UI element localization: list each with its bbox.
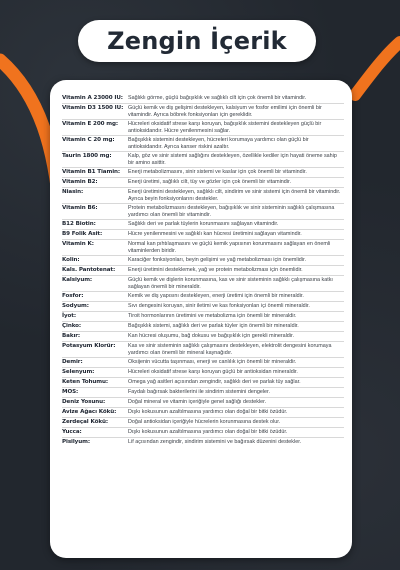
ingredient-description: Oksijenin vücutta taşınması, enerji ve canlılık için önemli bir mineraldir.: [128, 359, 297, 365]
ingredient-name: Taurin 1800 mg:: [62, 153, 112, 159]
ingredient-description: Sıvı dengesini koruyan, sinir iletimi ve kas fonksiyonları içi önemli mineraldir.: [128, 303, 310, 309]
ingredient-description: Protein metabolizmasını destekleyen, bağışıklık ve sinir sisteminin sağlıklı çalışmasına yardımcı olan önemli bir vitamindir.: [128, 205, 335, 219]
ingredient-name: Potasyum Klorür:: [62, 343, 116, 349]
ingredient-row: [62, 204, 344, 220]
ingredient-row: [62, 368, 344, 378]
ingredient-name: Vitamin E 200 mg:: [62, 121, 119, 127]
ingredient-description: Kemik ve diş yapısını destekleyen, enerji üretimi için önemli bir mineraldir.: [128, 293, 304, 299]
ingredient-row: [62, 188, 344, 204]
ingredient-description: Doğal mineral ve vitamin içeriğiyle genel sağlığı destekler.: [128, 399, 267, 405]
ingredient-description: Hücreleri oksidatif strese karşı koruyan, bağışıklık sistemini destekleyen güçlü bir antioksidandır. Hücre yenilenmesini sağlar.: [128, 121, 322, 135]
ingredient-row: [62, 104, 344, 120]
ingredient-description: Güçlü kemik ve diş gelişimi destekleyen, kalsiyum ve fosfor emilimi için önemli bir vitamindir. Ayrıca böbrek fonksiyonları için gereklidir.: [128, 105, 322, 119]
ingredient-row: [62, 178, 344, 188]
ingredient-row: [62, 438, 344, 448]
ingredient-description: Kalp, göz ve sinir sistemi sağlığını destekleyen, özellikle kediler için hayati öneme sahip bir amino asittir.: [128, 153, 337, 167]
ingredient-name: Deniz Yosunu:: [62, 399, 106, 405]
ingredient-row: [62, 388, 344, 398]
ingredient-name: Vitamin B1 Tiamin:: [62, 169, 121, 175]
ingredient-name: Çinko:: [62, 323, 82, 329]
ingredient-description: Doğal antioksidan içeriğiyle hücrelerin korunmasına destek olur.: [128, 419, 281, 425]
ingredient-description: Tiroit hormonlarının üretimini ve metabolizma için önemli bir mineraldir.: [128, 313, 297, 319]
ingredient-name: Sodyum:: [62, 303, 89, 309]
ingredient-name: Zerdeçal Kökü:: [62, 419, 108, 425]
ingredient-row: [62, 398, 344, 408]
ingredient-name: İyot:: [62, 313, 76, 319]
ingredient-description: Enerji üretimini desteklemek, yağ ve protein metabolizması için önemlidir.: [128, 267, 303, 273]
ingredient-description: Enerji üretimi, sağlıklı cilt, tüy ve gözler için çok önemli bir vitamindir.: [128, 179, 291, 185]
ingredient-name: Yucca:: [62, 429, 82, 435]
ingredient-row: [62, 256, 344, 266]
ingredient-description: Normal kan pıhtılaşmasını ve güçlü kemik yapısının korunmasını sağlayan en önemli vitaminlerden biridir.: [128, 241, 331, 255]
ingredient-row: [62, 418, 344, 428]
ingredient-name: Bakır:: [62, 333, 81, 339]
page-title: Zengin İçerik: [107, 27, 287, 55]
ingredient-row: [62, 266, 344, 276]
ingredient-name: Fosfor:: [62, 293, 84, 299]
ingredient-row: [62, 378, 344, 388]
ingredient-name: MOS:: [62, 389, 79, 395]
ingredient-description: Güçlü kemik ve dişlerin korunmasına, kas ve sinir sisteminin sağlıklı çalışmasına katkı sağlayan önemli bir mineraldir.: [128, 277, 333, 291]
ingredient-row: [62, 358, 344, 368]
ingredient-name: B9 Folik Asit:: [62, 231, 103, 237]
ingredient-row: [62, 168, 344, 178]
ingredient-description: Hücre yenilenmesini ve sağlıklı kan hücresi üretimini sağlayan vitamindir.: [128, 231, 302, 237]
ingredient-row: [62, 428, 344, 438]
ingredient-name: Kalsiyum:: [62, 277, 93, 283]
ingredient-name: Vitamin A 23000 IU:: [62, 95, 123, 101]
ingredient-row: [62, 220, 344, 230]
ingredient-name: Kolin:: [62, 257, 80, 263]
ingredient-row: [62, 292, 344, 302]
ingredient-description: Dışkı kokusunun azaltılmasına yardımcı olan doğal bir bitki özüdür.: [128, 409, 288, 415]
ingredient-row: [62, 152, 344, 168]
ingredient-description: Karaciğer fonksiyonları, beyin gelişimi ve yağ metabolizması için önemlidir.: [128, 257, 306, 263]
ingredient-description: Kas ve sinir sisteminin sağlıklı çalışmasını destekleyen, elektrolit dengesini korumaya yardımcı olan önemli bir mineral kaynağıdır.: [128, 343, 332, 357]
ingredient-row: [62, 332, 344, 342]
ingredient-row: [62, 312, 344, 322]
ingredient-description: Kan hücresi oluşumu, bağ dokusu ve bağışıklık için gerekli mineraldir.: [128, 333, 294, 339]
ingredient-description: Bağışıklık sistemi, sağlıklı deri ve parlak tüyler için önemli bir mineraldir.: [128, 323, 299, 329]
ingredient-description: Faydalı bağırsak bakterilerini ile sindirim sistemini dengeler.: [128, 389, 271, 395]
ingredient-name: Keten Tohumu:: [62, 379, 109, 385]
ingredient-name: Vitamin D3 1500 IU:: [62, 105, 124, 111]
ingredient-row: [62, 342, 344, 358]
ingredient-row: [62, 276, 344, 292]
ingredient-name: Kals. Pantotenat:: [62, 267, 116, 273]
ingredient-row: [62, 94, 344, 104]
ingredient-name: Vitamin B2:: [62, 179, 98, 185]
ingredient-description: Bağışıklık sistemini destekleyen, hücreleri korumaya yardımcı olan güçlü bir antioksidandır. Ayrıca kanser riskini azaltır.: [128, 137, 309, 151]
ingredient-description: Lif açısından zengindir, sindirim sistemini ve bağırsak düzenini destekler.: [128, 439, 302, 445]
ingredient-row: [62, 408, 344, 418]
ingredient-name: Niasin:: [62, 189, 84, 195]
ingredient-name: Avize Ağacı Kökü:: [62, 409, 117, 415]
ingredient-description: Dışkı kokusunun azaltılmasına yardımcı olan doğal bir bitki özüdür.: [128, 429, 288, 435]
ingredient-name: B12 Biotin:: [62, 221, 96, 227]
ingredient-row: [62, 302, 344, 312]
title-banner: [78, 20, 316, 62]
ingredient-name: Selenyum:: [62, 369, 95, 375]
ingredient-name: Vitamin B6:: [62, 205, 98, 211]
ingredient-name: Vitamin C 20 mg:: [62, 137, 115, 143]
ingredient-name: Demir:: [62, 359, 83, 365]
ingredient-row: [62, 136, 344, 152]
ingredient-list: [62, 94, 344, 448]
ingredient-name: Pisilyum:: [62, 439, 90, 445]
ingredient-description: Omega yağ asitleri açısından zengindir, sağlıklı deri ve parlak tüy sağlar.: [128, 379, 301, 385]
ingredient-row: [62, 120, 344, 136]
ingredient-row: [62, 240, 344, 256]
ingredient-row: [62, 322, 344, 332]
ingredient-description: Enerji metabolizmasını, sinir sistemi ve kaslar için çok önemli bir vitamindir.: [128, 169, 307, 175]
ingredient-description: Sağlıklı görme, güçlü bağışıklık ve sağlıklı cilt için çok önemli bir vitamindir.: [128, 95, 307, 101]
ingredient-description: Enerji üretimini destekleyen, sağlıklı cilt, sindirim ve sinir sistemi için önemli bir vitamindir. Ayrıca beyin fonksiyonlarını destekler.: [128, 189, 341, 203]
ingredient-row: [62, 230, 344, 240]
ingredient-name: Vitamin K:: [62, 241, 94, 247]
ingredient-description: Sağlıklı deri ve parlak tüylerin korunmasını sağlayan vitamindir.: [128, 221, 279, 227]
ingredient-description: Hücreleri oksidatif strese karşı koruyan güçlü bir antioksidan mineraldir.: [128, 369, 298, 375]
